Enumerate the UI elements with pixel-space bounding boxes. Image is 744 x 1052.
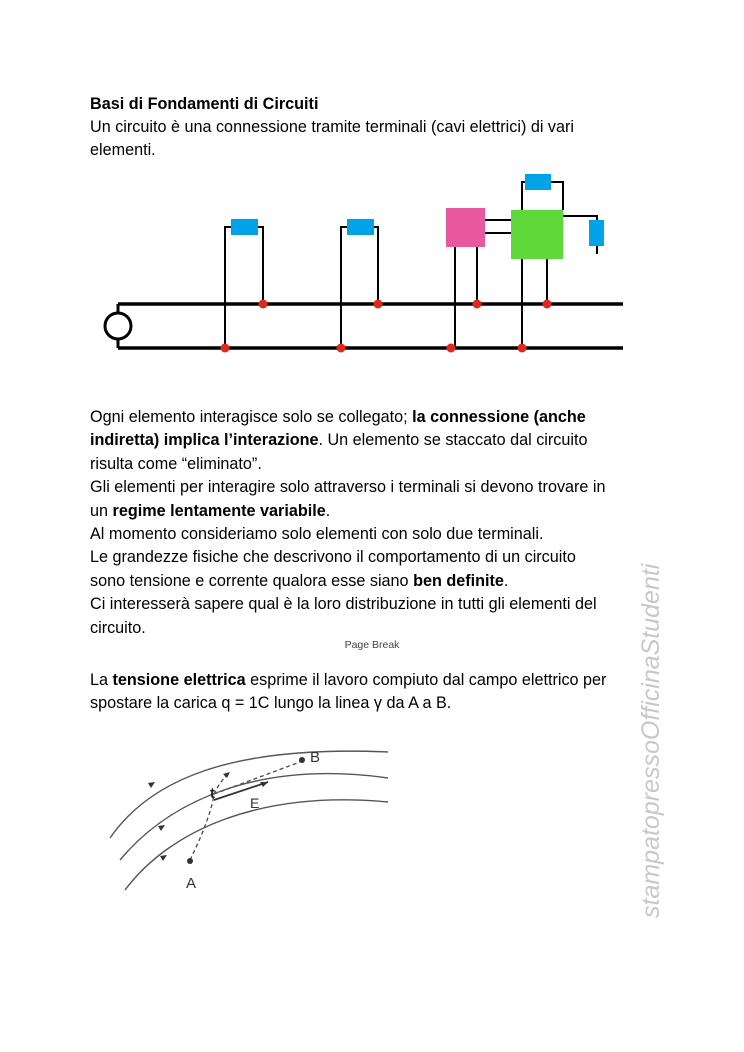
component-blue-3 (525, 174, 551, 190)
body-paragraph-2 (90, 669, 670, 716)
p1-line-5-end: . (325, 501, 331, 520)
p2-line-1 (90, 669, 670, 692)
node-dot (374, 300, 383, 309)
p1-line-7: Le grandezze fisiche che descrivono il comportamento di un circuito (90, 548, 576, 567)
p1-line-9: Ci interesserà sapere qual è la loro distribuzione in tutti gli elementi del (90, 595, 597, 614)
node-dot (221, 344, 230, 353)
node-dot (337, 344, 346, 353)
field-line-1 (110, 751, 388, 838)
p1-line-5-text: un (90, 501, 113, 520)
component-blue-2 (347, 219, 374, 235)
node-dot (473, 300, 482, 309)
p1-line-6: Al momento consideriamo solo elementi con solo due terminali. (90, 525, 544, 544)
p1-line-8-bold: ben definite (413, 571, 504, 590)
watermark: stampatopressoOfficinaStudenti (637, 563, 665, 918)
intro-line-1: Un circuito è una connessione tramite terminali (cavi elettrici) di vari (90, 118, 575, 136)
label-b: B (310, 749, 321, 766)
label-e: E (250, 795, 260, 811)
point-a (187, 858, 193, 864)
p1-line-10: circuito. (90, 618, 146, 637)
node-dot (259, 300, 268, 309)
document-title: Basi di Fondamenti di Circuiti (90, 95, 319, 113)
p1-line-3: risulta come “eliminato”. (90, 454, 262, 473)
p1-line-5 (90, 500, 670, 523)
label-a: A (186, 875, 197, 892)
p1-line-2 (90, 429, 670, 452)
label-t: t (210, 785, 215, 802)
p1-line-5-bold: regime lentamente variabile (112, 501, 326, 520)
p1-line-1-text: Ogni elemento interagisce solo se collegato; (90, 408, 413, 426)
page-break-marker: Page Break (344, 639, 400, 651)
node-dot (518, 344, 527, 353)
circuit-components (0, 170, 744, 370)
intro-line-2: elementi. (90, 141, 156, 160)
p2-line-1-rest: esprime il lavoro compiuto dal campo elettrico per (245, 671, 607, 689)
p1-line-4: Gli elementi per interagire solo attraverso i terminali si devono trovare in (90, 478, 606, 497)
p2-line-1-bold: tensione elettrica (112, 671, 246, 689)
component-green (511, 210, 563, 259)
node-dot (447, 344, 456, 353)
intro-paragraph (90, 116, 670, 163)
p1-line-2-text: . Un elemento se staccato dal circuito (318, 431, 588, 450)
component-blue-1 (231, 219, 258, 235)
p2-line-1-text: La (90, 671, 113, 689)
p1-line-8-end: . (503, 571, 509, 590)
point-b (299, 757, 305, 763)
body-paragraph-1 (90, 406, 670, 640)
field-line-3 (125, 800, 388, 890)
p1-line-8-text: sono tensione e corrente qualora esse siano (90, 571, 414, 590)
p1-line-1 (90, 406, 670, 429)
component-pink (446, 208, 485, 247)
p1-line-8 (90, 570, 670, 593)
field-lines-figure (0, 730, 744, 900)
component-blue-4 (589, 220, 604, 246)
p1-line-1-bold: la connessione (anche (412, 408, 586, 426)
p1-line-2-bold: indiretta) implica l’interazione (90, 431, 319, 450)
p2-line-2: spostare la carica q = 1C lungo la linea γ da A a B. (90, 694, 452, 713)
node-dot (543, 300, 552, 309)
